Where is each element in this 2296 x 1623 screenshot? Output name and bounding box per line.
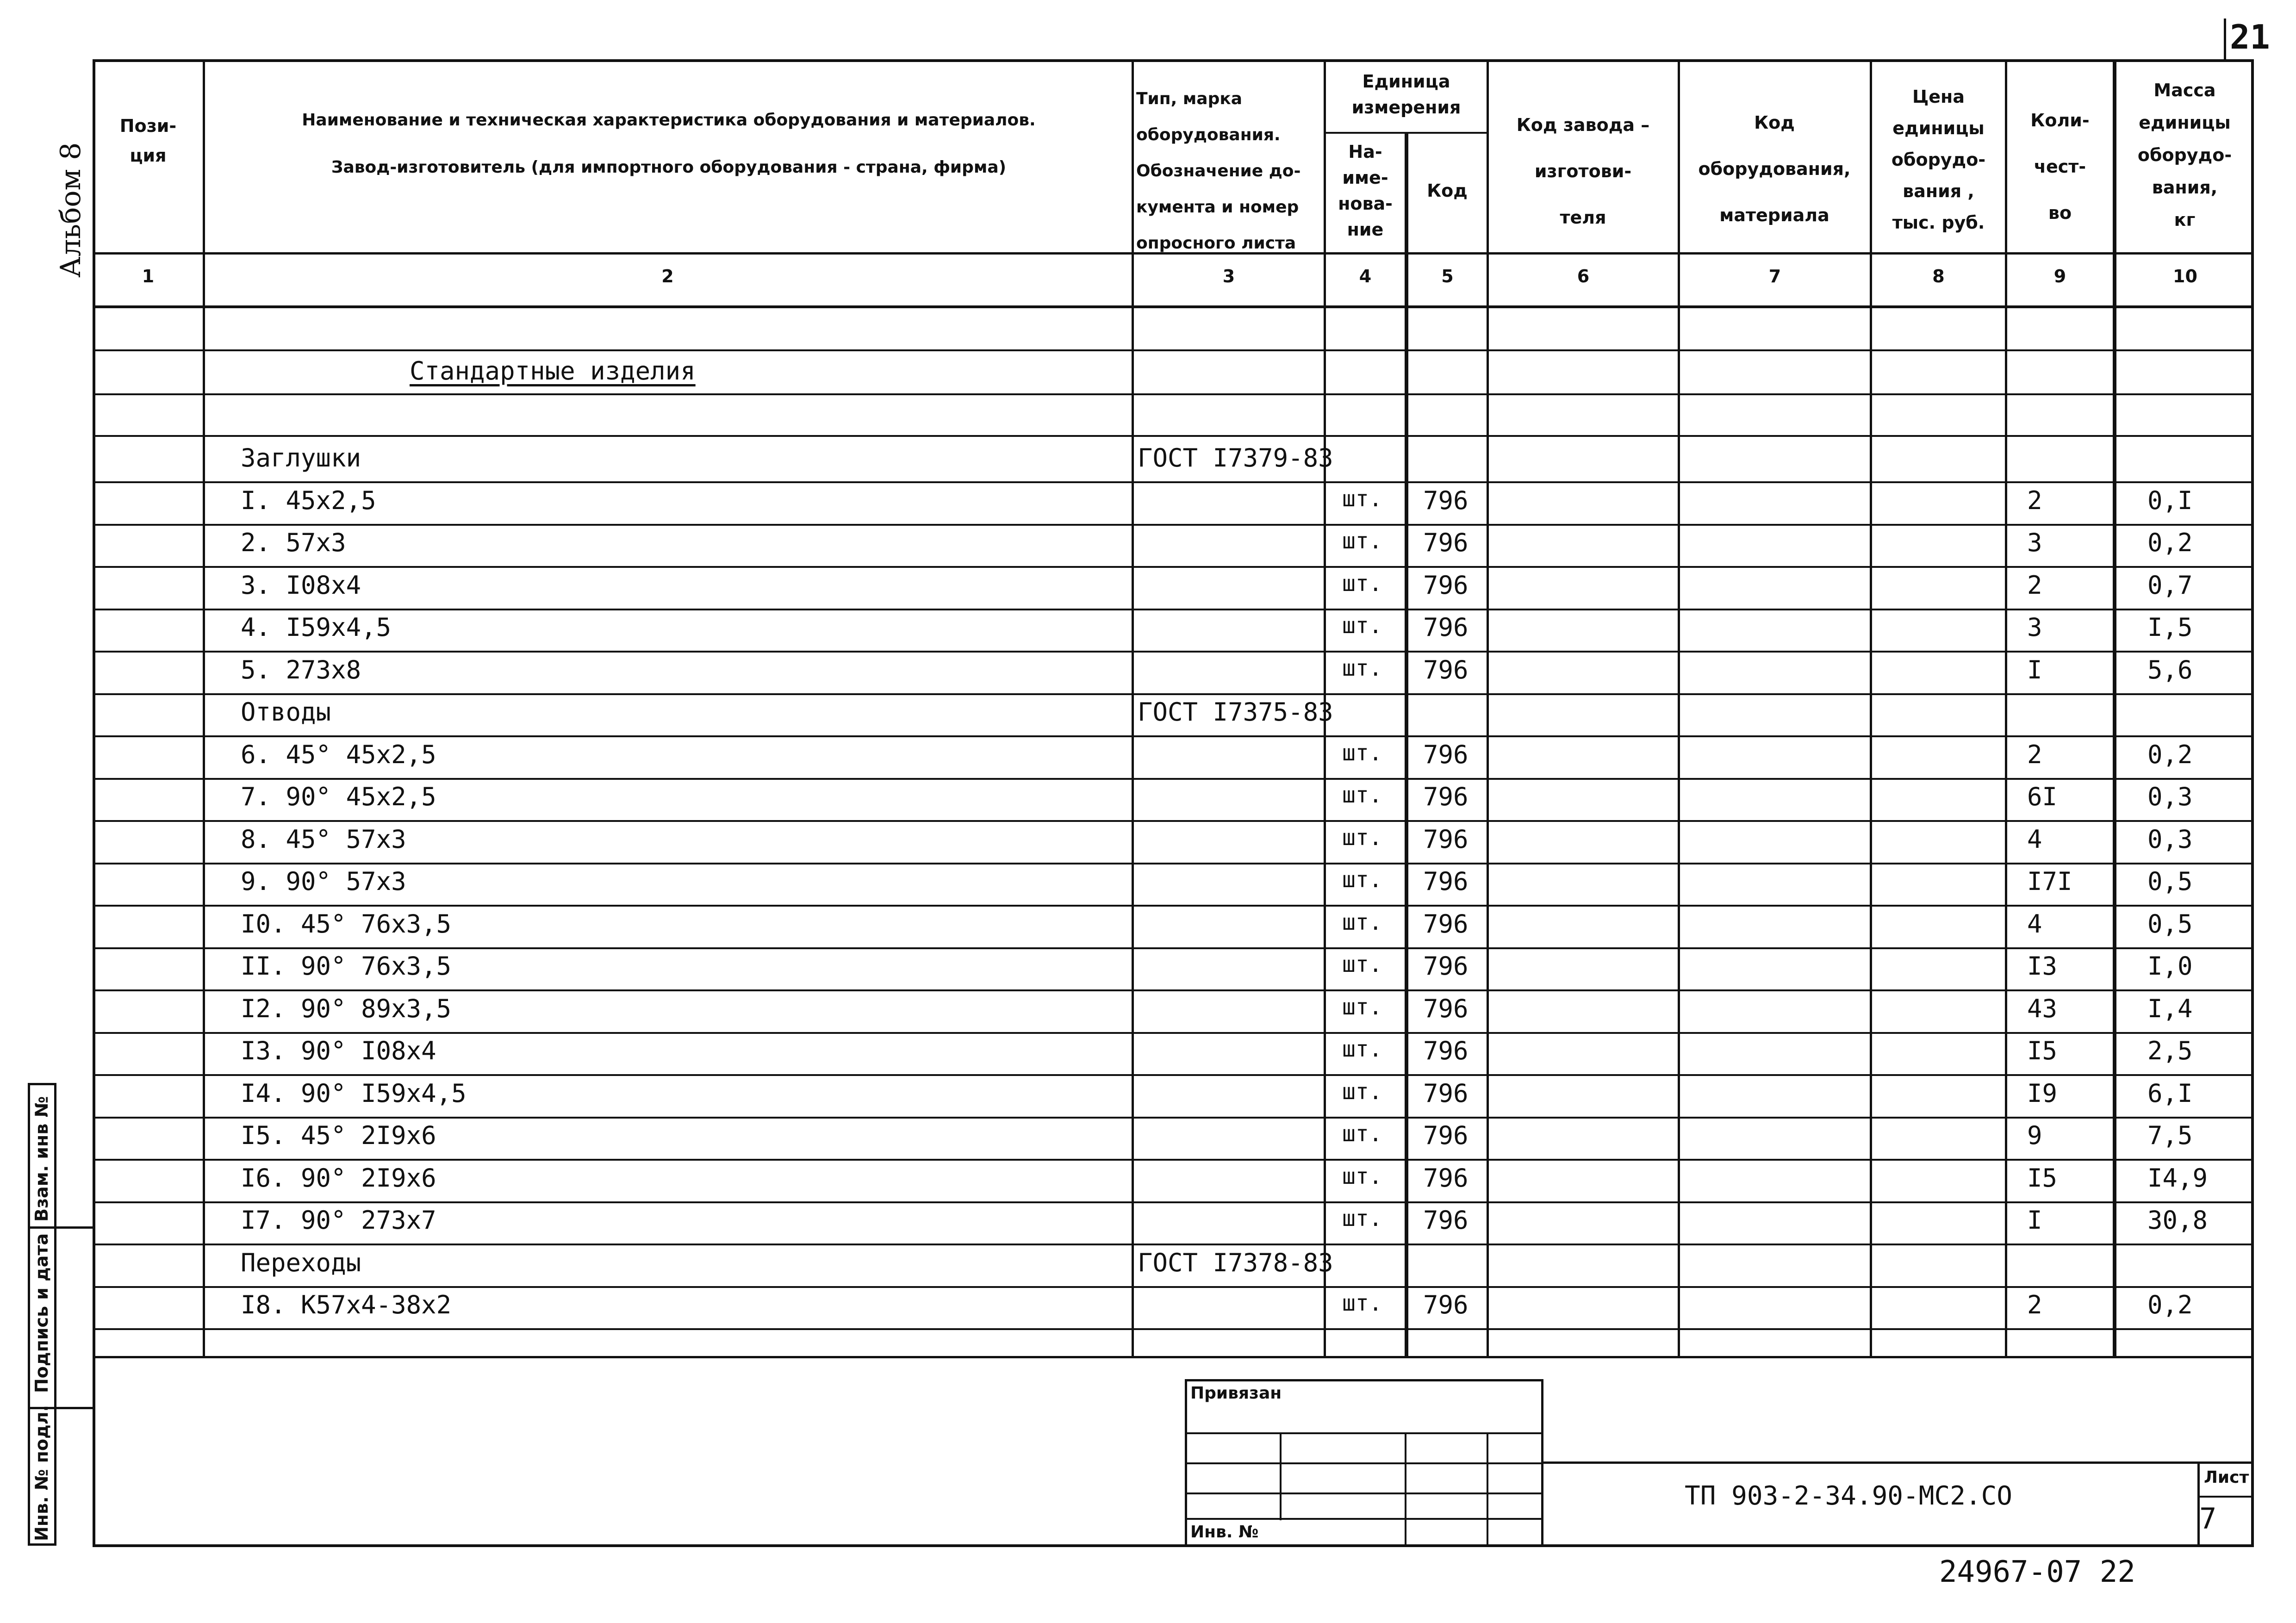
row-code: 796 [1423, 655, 1468, 684]
row-mass: 0,3 [2147, 825, 2193, 854]
table-bottom-line [93, 1356, 2254, 1358]
row-mass: 30,8 [2147, 1206, 2208, 1235]
row-unit: шт. [1342, 1036, 1382, 1062]
row-qty: I3 [2027, 951, 2058, 981]
row-unit: шт. [1342, 909, 1382, 935]
row-code: 796 [1423, 1163, 1468, 1193]
row-qty: I [2027, 1206, 2042, 1235]
row-name: I8. K57x4-38x2 [241, 1290, 452, 1319]
row-code: 796 [1423, 825, 1468, 854]
row-unit: шт. [1342, 994, 1382, 1020]
row-unit: шт. [1342, 528, 1382, 554]
col-number: 8 [1932, 266, 1945, 286]
row-qty: 4 [2027, 909, 2042, 939]
row-unit: шт. [1342, 571, 1382, 597]
row-code: 796 [1423, 1036, 1468, 1065]
tb-vline [1405, 1432, 1406, 1547]
stamp-inv-no: Взам. инв № [31, 1096, 52, 1222]
row-unit: шт. [1342, 1206, 1382, 1231]
row-line [93, 349, 2254, 351]
row-code: 796 [1423, 951, 1468, 981]
row-qty: 3 [2027, 528, 2042, 557]
row-unit: шт. [1342, 1290, 1382, 1316]
header-mass: Масса единицы оборудо- вания, кг [2137, 80, 2232, 230]
row-mass: 0,2 [2147, 740, 2193, 769]
row-code: 796 [1423, 1206, 1468, 1235]
row-code: 796 [1423, 486, 1468, 515]
header-price: Цена единицы оборудо- вания , тыс. руб. [1891, 87, 1986, 233]
sheet-number: 7 [2199, 1502, 2217, 1536]
section-title: Стандартные изделия [410, 356, 696, 386]
row-line [93, 863, 2254, 864]
row-line [93, 1328, 2254, 1330]
row-mass: 6,I [2147, 1079, 2193, 1108]
header-type: Тип, марка оборудования. Обозначение до- кумента и номер опросного листа [1136, 89, 1301, 253]
row-qty: 4 [2027, 825, 2042, 854]
col-line [2005, 59, 2007, 1357]
row-qty: 2 [2027, 1290, 2042, 1319]
footer-code: 24967-07 22 [1939, 1555, 2135, 1589]
tb-line [1185, 1432, 1543, 1434]
row-mass: 0,I [2147, 486, 2193, 515]
row-line [93, 905, 2254, 907]
row-mass: 5,6 [2147, 655, 2193, 684]
row-code: 796 [1423, 528, 1468, 557]
row-code: 796 [1423, 994, 1468, 1023]
row-unit: шт. [1342, 867, 1382, 893]
col-line [1405, 132, 1408, 1357]
row-line [93, 481, 2254, 483]
row-mass: 0,5 [2147, 909, 2193, 939]
header-unit-group: Единица измерения [1351, 71, 1461, 118]
header-unit-code: Код [1427, 180, 1468, 201]
row-line [93, 1074, 2254, 1076]
header-factory-code: Код завода – изготови- теля [1516, 115, 1650, 228]
header-name-line2: Завод-изготовитель (для импортного оборудования - страна, фирма) [331, 158, 1007, 177]
page-number: 21 [2230, 18, 2270, 56]
row-name: I2. 90° 89x3,5 [241, 994, 452, 1023]
row-mass: I,0 [2147, 951, 2193, 981]
row-line [93, 1201, 2254, 1203]
row-line [93, 393, 2254, 395]
row-qty: 6I [2027, 782, 2058, 811]
row-qty: I5 [2027, 1036, 2058, 1065]
row-line [93, 524, 2254, 526]
row-qty: I9 [2027, 1079, 2058, 1108]
row-code: 796 [1423, 867, 1468, 896]
header-name-line1: Наименование и техническая характеристика оборудования и материалов. [302, 111, 1036, 130]
stamp-sign-date: Подпись и дата [31, 1233, 52, 1393]
row-unit: шт. [1342, 825, 1382, 851]
row-code: 796 [1423, 613, 1468, 642]
col-line [1487, 59, 1489, 1357]
stamp-inv-podl: Инв. № подл. [31, 1405, 52, 1541]
row-line [93, 651, 2254, 653]
row-name: I7. 90° 273x7 [241, 1206, 436, 1235]
tb-main-line [1543, 1461, 2254, 1464]
row-mass: 0,7 [2147, 571, 2193, 600]
header-unit-name: На- име- нова- ние [1338, 142, 1393, 240]
row-unit: шт. [1342, 740, 1382, 766]
row-mass: 0,5 [2147, 867, 2193, 896]
col-number: 9 [2053, 266, 2066, 286]
row-line [93, 735, 2254, 737]
row-line [93, 435, 2254, 437]
row-line [93, 989, 2254, 991]
row-name: I3. 90° I08x4 [241, 1036, 436, 1065]
row-unit: шт. [1342, 1121, 1382, 1147]
row-doc: ГОСТ I7379-83 [1138, 443, 1333, 473]
col-number: 3 [1222, 266, 1235, 286]
row-line [93, 947, 2254, 949]
row-qty: 3 [2027, 613, 2042, 642]
col-number: 6 [1577, 266, 1590, 286]
row-line [93, 1286, 2254, 1288]
row-qty: 43 [2027, 994, 2058, 1023]
row-unit: шт. [1342, 951, 1382, 977]
row-name: I4. 90° I59x4,5 [241, 1079, 467, 1108]
row-name: I. 45x2,5 [241, 486, 376, 515]
row-name: I0. 45° 76x3,5 [241, 909, 452, 939]
row-code: 796 [1423, 1079, 1468, 1108]
row-name: 6. 45° 45x2,5 [241, 740, 436, 769]
row-line [93, 609, 2254, 610]
row-name: Переходы [241, 1248, 361, 1277]
row-qty: I [2027, 655, 2042, 684]
row-mass: 0,2 [2147, 528, 2193, 557]
col-line [203, 59, 205, 1357]
row-unit: шт. [1342, 1163, 1382, 1189]
row-qty: 9 [2027, 1121, 2042, 1150]
row-code: 796 [1423, 1290, 1468, 1319]
col-line [1678, 59, 1680, 1357]
row-name: 8. 45° 57x3 [241, 825, 406, 854]
row-name: II. 90° 76x3,5 [241, 951, 452, 981]
row-mass: 0,3 [2147, 782, 2193, 811]
col-line [1132, 59, 1134, 1357]
tb-line [1185, 1462, 1543, 1464]
row-qty: I7I [2027, 867, 2072, 896]
tb-line [1185, 1492, 1543, 1494]
row-line [93, 1032, 2254, 1034]
row-line [93, 1117, 2254, 1119]
tb-sheet-line [2197, 1496, 2254, 1498]
row-code: 796 [1423, 740, 1468, 769]
colnum-bottom-line [93, 305, 2254, 308]
row-qty: 2 [2027, 486, 2042, 515]
row-mass: 2,5 [2147, 1036, 2193, 1065]
row-mass: 7,5 [2147, 1121, 2193, 1150]
row-name: I5. 45° 2I9x6 [241, 1121, 436, 1150]
row-name: 7. 90° 45x2,5 [241, 782, 436, 811]
tb-line [1185, 1518, 1543, 1520]
row-doc: ГОСТ I7375-83 [1138, 697, 1333, 727]
sheet-label: Лист [2204, 1468, 2249, 1487]
row-unit: шт. [1342, 486, 1382, 512]
privyazan-label: Привязан [1190, 1384, 1282, 1403]
row-name: Заглушки [241, 443, 361, 473]
row-code: 796 [1423, 909, 1468, 939]
col-number: 1 [142, 266, 155, 286]
row-line [93, 566, 2254, 568]
album-label: Альбом 8 [55, 142, 87, 278]
row-unit: шт. [1342, 1079, 1382, 1105]
col-line [1870, 59, 1872, 1357]
row-line [93, 778, 2254, 780]
row-code: 796 [1423, 782, 1468, 811]
row-mass: I,5 [2147, 613, 2193, 642]
stamp-divider [28, 1226, 95, 1229]
inv-no-label: Инв. № [1190, 1523, 1259, 1542]
row-name: Отводы [241, 697, 331, 727]
row-code: 796 [1423, 1121, 1468, 1150]
row-unit: шт. [1342, 782, 1382, 808]
tb-vline [1280, 1432, 1282, 1520]
row-line [93, 1159, 2254, 1161]
header-position: Пози- ция [119, 116, 177, 166]
row-name: 5. 273x8 [241, 655, 361, 684]
row-doc: ГОСТ I7378-83 [1138, 1248, 1333, 1277]
tb-vline [1487, 1432, 1488, 1547]
row-line [93, 693, 2254, 695]
row-line [93, 820, 2254, 822]
row-line [93, 1244, 2254, 1245]
row-unit: шт. [1342, 655, 1382, 681]
header-quantity: Коли- чест- во [2030, 110, 2090, 223]
row-mass: I4,9 [2147, 1163, 2208, 1193]
page-number-bar [2224, 19, 2226, 60]
col-line [2113, 59, 2116, 1357]
header-equipment-code: Код оборудования, материала [1698, 112, 1851, 225]
row-qty: 2 [2027, 571, 2042, 600]
row-name: I6. 90° 2I9x6 [241, 1163, 436, 1193]
row-name: 4. I59x4,5 [241, 613, 392, 642]
col-number: 7 [1768, 266, 1781, 286]
designation: ТП 903-2-34.90-МС2.СО [1685, 1481, 2013, 1511]
col-number: 10 [2173, 266, 2197, 286]
row-name: 9. 90° 57x3 [241, 867, 406, 896]
col-number: 2 [661, 266, 674, 286]
row-mass: I,4 [2147, 994, 2193, 1023]
col-number: 5 [1441, 266, 1454, 286]
row-qty: 2 [2027, 740, 2042, 769]
row-code: 796 [1423, 571, 1468, 600]
row-unit: шт. [1342, 613, 1382, 639]
row-qty: I5 [2027, 1163, 2058, 1193]
row-name: 2. 57x3 [241, 528, 346, 557]
row-mass: 0,2 [2147, 1290, 2193, 1319]
col-number: 4 [1359, 266, 1372, 286]
row-name: 3. I08x4 [241, 571, 361, 600]
